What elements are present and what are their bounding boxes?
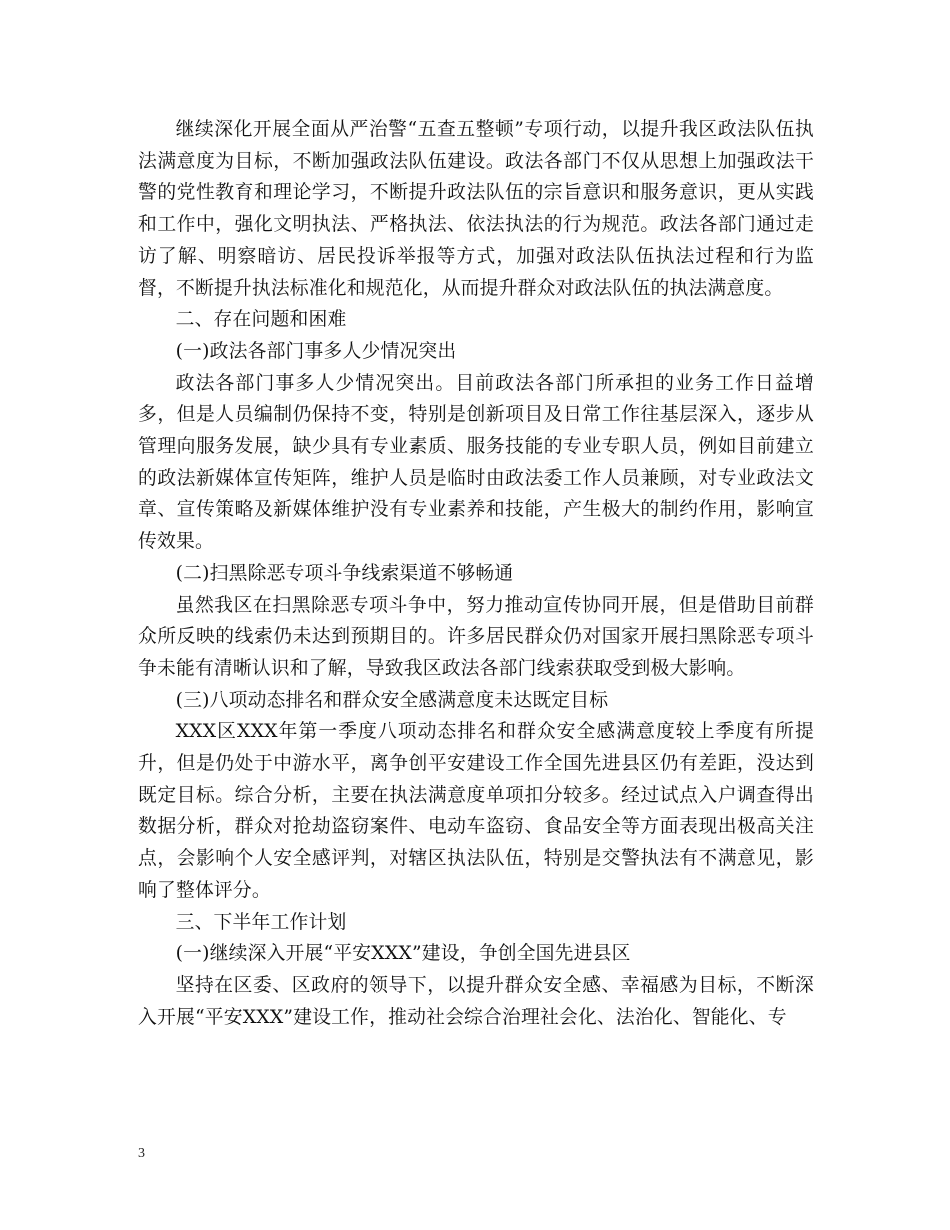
paragraph-ranking-targets: XXX区XXX年第一季度八项动态排名和群众安全感满意度较上季度有所提升，但是仍处于中游水平，离争创平安建设工作全国先进县区仍有差距，没达到既定目标。综合分析，主要在执法满意度单项扣分较多。经过试点入户调查得出数据分析，群众对抢劫盗窃案件、电动车盗窃、食品安全等方面表现出极高关注点，会影响个人安全感评判，对辖区执法队伍，特别是交警执法有不满意见，影响了整体评分。 bbox=[138, 721, 814, 901]
paragraph-team-building: 继续深化开展全面从严治警“五查五整顿”专项行动，以提升我区政法队伍执法满意度为目标，不断加强政法队伍建设。政法各部门不仅从思想上加强政法干警的党性教育和理论学习，不断提升政法队伍的宗旨意识和服务意识，更从实践和工作中，强化文明执法、严格执法、依法执法的行为规范。政法各部门通过走访了解、明察暗访、居民投诉举报等方式，加强对政法队伍执法过程和行为监督，不断提升执法标准化和规范化，从而提升群众对政法队伍的执法满意度。 bbox=[138, 119, 814, 299]
subheading-ranking-targets: (三)八项动态排名和群众安全感满意度未达既定目标 bbox=[175, 689, 609, 711]
section-heading-problems: 二、存在问题和困难 bbox=[175, 309, 347, 331]
paragraph-clue-channels: 虽然我区在扫黑除恶专项斗争中，努力推动宣传协同开展，但是借助目前群众所反映的线索仍未达到预期目的。许多居民群众仍对国家开展扫黑除恶专项斗争未能有清晰认识和了解，导致我区政法各部门线索获取受到极大影响。 bbox=[138, 594, 814, 679]
subheading-clue-channels: (二)扫黑除恶专项斗争线索渠道不够畅通 bbox=[175, 562, 514, 584]
document-body bbox=[138, 114, 814, 1033]
subheading-staff-shortage: (一)政法各部门事多人少情况突出 bbox=[175, 340, 457, 362]
paragraph-staff-shortage: 政法各部门事多人少情况突出。目前政法各部门所承担的业务工作日益增多，但是人员编制仍保持不变，特别是创新项目及日常工作往基层深入，逐步从管理向服务发展，缺少具有专业素质、服务技能的专业专职人员，例如目前建立的政法新媒体宣传矩阵，维护人员是临时由政法委工作人员兼顾，对专业政法文章、宣传策略及新媒体维护没有专业素养和技能，产生极大的制约作用，影响宣传效果。 bbox=[138, 372, 814, 553]
subheading-ping-an-construction: (一)继续深入开展“平安XXX”建设，争创全国先进县区 bbox=[175, 943, 631, 965]
paragraph-ping-an-construction: 坚持在区委、区政府的领导下，以提升群众安全感、幸福感为目标，不断深入开展“平安XXX”建设工作，推动社会综合治理社会化、法治化、智能化、专 bbox=[138, 974, 814, 1028]
section-heading-work-plan: 三、下半年工作计划 bbox=[175, 911, 347, 933]
page-number: 3 bbox=[138, 1146, 145, 1161]
